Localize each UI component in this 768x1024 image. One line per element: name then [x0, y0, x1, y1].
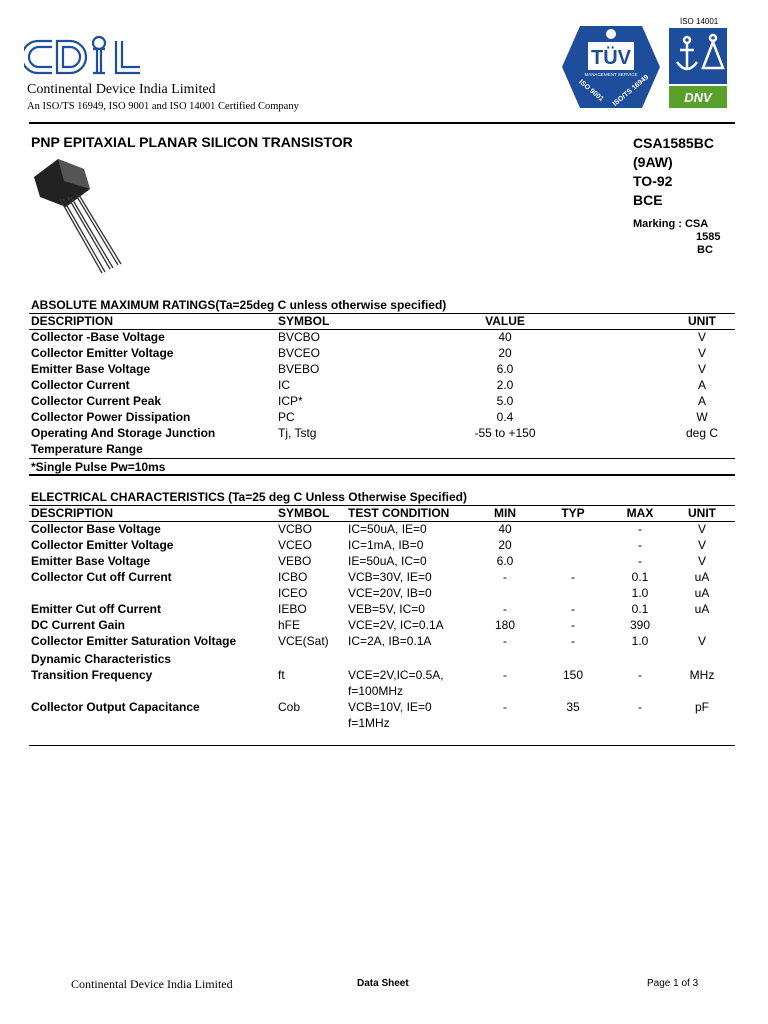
cell-symbol: VEBO: [278, 554, 312, 568]
cell-min: -: [503, 668, 507, 682]
isots-text: ISO/TS 16949: [611, 73, 651, 108]
table-row: [0, 425, 768, 441]
cell-symbol: ICEO: [278, 586, 308, 600]
cell-unit: V: [697, 538, 707, 552]
cdil-logo-graphic: [24, 33, 144, 79]
cell-symbol: ICBO: [278, 570, 308, 584]
table-row: [0, 569, 768, 585]
cell-typ: -: [571, 634, 575, 648]
transistor-package-image: [30, 155, 130, 285]
col-unit: UNIT: [688, 314, 716, 328]
cell-max: -: [638, 554, 642, 568]
cell-unit: A: [697, 378, 707, 392]
table-row: [0, 361, 768, 377]
table-row: [0, 585, 768, 601]
part-code: (9AW): [633, 154, 673, 170]
cell-description: Operating And Storage Junction: [31, 426, 216, 440]
table-row: [0, 715, 768, 731]
cell-description: Emitter Base Voltage: [31, 362, 151, 376]
marking-line-2: 1585: [696, 231, 721, 243]
cell-description: Collector Emitter Voltage: [31, 346, 174, 360]
tuv-badge: [560, 24, 662, 110]
table-row: [0, 537, 768, 553]
cell-description: Collector Power Dissipation: [31, 410, 191, 424]
cell-description: Collector Emitter Voltage: [31, 538, 174, 552]
cell-symbol: IEBO: [278, 602, 307, 616]
table-row: [0, 699, 768, 715]
cell-min: -: [503, 634, 507, 648]
cell-description: Collector Current: [31, 378, 130, 392]
col-description: DESCRIPTION: [31, 506, 114, 520]
cell-description: Collector Base Voltage: [31, 522, 161, 536]
part-number-block: [633, 134, 714, 210]
cell-value: 20: [498, 346, 512, 360]
table-row: [0, 345, 768, 361]
footer-doc-type: Data Sheet: [357, 978, 409, 989]
table-row: [0, 393, 768, 409]
cell-symbol: BVCBO: [278, 330, 321, 344]
iso-9001-text: ISO 9001: [577, 78, 605, 104]
footer-company: Continental Device India Limited: [71, 977, 233, 991]
table-row: [0, 633, 768, 649]
abs-max-header-row: [0, 313, 768, 329]
elec-heading: ELECTRICAL CHARACTERISTICS (Ta=25 deg C Unless Otherwise Specified): [31, 490, 467, 504]
cell-symbol: BVEBO: [278, 362, 320, 376]
cell-unit: uA: [694, 586, 710, 600]
col-test-condition: TEST CONDITION: [348, 506, 450, 520]
col-min: MIN: [494, 506, 516, 520]
cell-min: -: [503, 570, 507, 584]
cell-value: 0.4: [496, 410, 514, 424]
cell-unit: A: [697, 394, 707, 408]
cell-symbol: hFE: [278, 618, 301, 632]
table-row: [0, 377, 768, 393]
cell-unit: uA: [694, 570, 710, 584]
pinout: BCE: [633, 192, 663, 208]
cell-test-condition: VCB=10V, IE=0: [348, 700, 432, 714]
to92-transistor-icon: [30, 155, 130, 285]
cell-description: DC Current Gain: [31, 618, 126, 632]
cell-symbol: VCEO: [278, 538, 313, 552]
col-description: DESCRIPTION: [31, 314, 114, 328]
dnv-badge-graphic: [669, 28, 727, 108]
cell-description: Temperature Range: [31, 442, 143, 456]
cell-min: 180: [494, 618, 516, 632]
col-symbol: SYMBOL: [278, 506, 330, 520]
marking-label: Marking : CSA: [633, 218, 709, 230]
cell-test-condition: VCB=30V, IE=0: [348, 570, 432, 584]
cell-description: Emitter Cut off Current: [31, 602, 161, 616]
cell-min: -: [503, 602, 507, 616]
cell-typ: -: [571, 570, 575, 584]
cell-unit: V: [697, 346, 707, 360]
table-row: [0, 667, 768, 683]
cell-unit: pF: [694, 700, 710, 714]
cell-symbol: ICP*: [278, 394, 303, 408]
tuv-badge-graphic: [560, 24, 662, 110]
cell-max: -: [638, 538, 642, 552]
cell-min: 6.0: [496, 554, 514, 568]
cell-typ: 35: [566, 700, 580, 714]
cell-unit: deg C: [685, 426, 719, 440]
cell-unit: V: [697, 522, 707, 536]
cell-value: 6.0: [496, 362, 514, 376]
dnv-text: DNV: [684, 90, 712, 105]
col-max: MAX: [626, 506, 654, 520]
elec-bottom-rule: [29, 745, 735, 746]
col-unit: UNIT: [688, 506, 716, 520]
cell-max: 1.0: [631, 586, 649, 600]
cell-max: -: [638, 668, 642, 682]
package-type: TO-92: [633, 173, 673, 189]
cell-symbol: PC: [278, 410, 295, 424]
cell-test-condition: VCE=2V, IC=0.1A: [348, 618, 444, 632]
cell-max: 0.1: [631, 602, 649, 616]
cell-unit: V: [697, 554, 707, 568]
marking-line-3: BC: [697, 244, 713, 256]
col-typ: TYP: [561, 506, 585, 520]
cell-min: 20: [498, 538, 512, 552]
table-row: [0, 521, 768, 537]
cell-value: 2.0: [496, 378, 514, 392]
cell-test-condition: f=100MHz: [348, 684, 404, 698]
col-symbol: SYMBOL: [278, 314, 330, 328]
abs-max-table: [0, 313, 768, 473]
marking-block: [633, 218, 720, 257]
col-value: VALUE: [485, 314, 525, 328]
cell-description: Collector Cut off Current: [31, 570, 172, 584]
cell-description: Collector Output Capacitance: [31, 700, 200, 714]
cell-typ: -: [571, 602, 575, 616]
cell-unit: uA: [694, 602, 710, 616]
cell-max: 1.0: [631, 634, 649, 648]
cell-description: Collector -Base Voltage: [31, 330, 165, 344]
certification-line: An ISO/TS 16949, ISO 9001 and ISO 14001 Certified Company: [27, 101, 299, 112]
cell-unit: V: [697, 362, 707, 376]
dynamic-heading-text: Dynamic Characteristics: [31, 652, 172, 666]
table-row: [0, 617, 768, 633]
footer-page-number: Page 1 of 3: [647, 978, 699, 989]
table-row: [0, 683, 768, 699]
cell-symbol: Tj, Tstg: [278, 426, 317, 440]
cell-description: Collector Current Peak: [31, 394, 162, 408]
abs-max-heading: ABSOLUTE MAXIMUM RATINGS(Ta=25deg C unless otherwise specified): [31, 298, 447, 312]
iso-14001-label: ISO 14001: [680, 17, 719, 26]
product-title: PNP EPITAXIAL PLANAR SILICON TRANSISTOR: [31, 134, 353, 150]
cell-symbol: VCE(Sat): [278, 634, 329, 648]
cell-max: -: [638, 522, 642, 536]
table-row: [0, 601, 768, 617]
abs-max-bottom-rule: [29, 474, 735, 476]
cell-test-condition: IC=1mA, IB=0: [348, 538, 424, 552]
cell-test-condition: VCE=2V,IC=0.5A,: [348, 668, 444, 682]
cell-test-condition: IE=50uA, IC=0: [348, 554, 427, 568]
cell-description: Collector Emitter Saturation Voltage: [31, 634, 237, 648]
cell-unit: MHz: [689, 668, 715, 682]
elec-header-row: [0, 505, 768, 521]
abs-max-note: *Single Pulse Pw=10ms: [31, 460, 166, 474]
cell-description: Transition Frequency: [31, 668, 153, 682]
cell-unit: V: [697, 330, 707, 344]
tuv-sub-text: MANAGEMENT SERVICE: [584, 72, 638, 77]
table-row: [0, 441, 768, 457]
cell-test-condition: IC=50uA, IE=0: [348, 522, 427, 536]
cell-symbol: Cob: [278, 700, 301, 714]
elec-table: [0, 505, 768, 735]
table-row: [0, 409, 768, 425]
cell-min: 40: [498, 522, 512, 536]
table-row: [0, 329, 768, 345]
header-divider: [29, 122, 735, 124]
cell-value: 5.0: [496, 394, 514, 408]
dnv-badge: [669, 28, 727, 108]
cell-value: 40: [498, 330, 512, 344]
cell-unit: W: [696, 410, 708, 424]
cell-max: -: [638, 700, 642, 714]
cell-unit: V: [697, 634, 707, 648]
cell-value: -55 to +150: [474, 426, 536, 440]
cell-min: -: [503, 700, 507, 714]
table-row: [0, 553, 768, 569]
cell-symbol: BVCEO: [278, 346, 321, 360]
cell-description: Emitter Base Voltage: [31, 554, 151, 568]
cell-typ: -: [571, 618, 575, 632]
company-name: Continental Device India Limited: [27, 82, 216, 97]
cell-max: 390: [629, 618, 651, 632]
cell-test-condition: IC=2A, IB=0.1A: [348, 634, 432, 648]
cell-test-condition: VCE=20V, IB=0: [348, 586, 432, 600]
tuv-text: TÜV: [591, 47, 631, 69]
part-number: CSA1585BC: [633, 135, 714, 151]
cell-typ: 150: [562, 668, 584, 682]
cell-test-condition: f=1MHz: [348, 716, 390, 730]
cell-test-condition: VEB=5V, IC=0: [348, 602, 425, 616]
dynamic-characteristics-heading: [0, 651, 768, 667]
cell-symbol: IC: [278, 378, 290, 392]
company-logo: [24, 33, 144, 79]
cell-max: 0.1: [631, 570, 649, 584]
cell-symbol: VCBO: [278, 522, 313, 536]
cell-symbol: ft: [278, 668, 285, 682]
